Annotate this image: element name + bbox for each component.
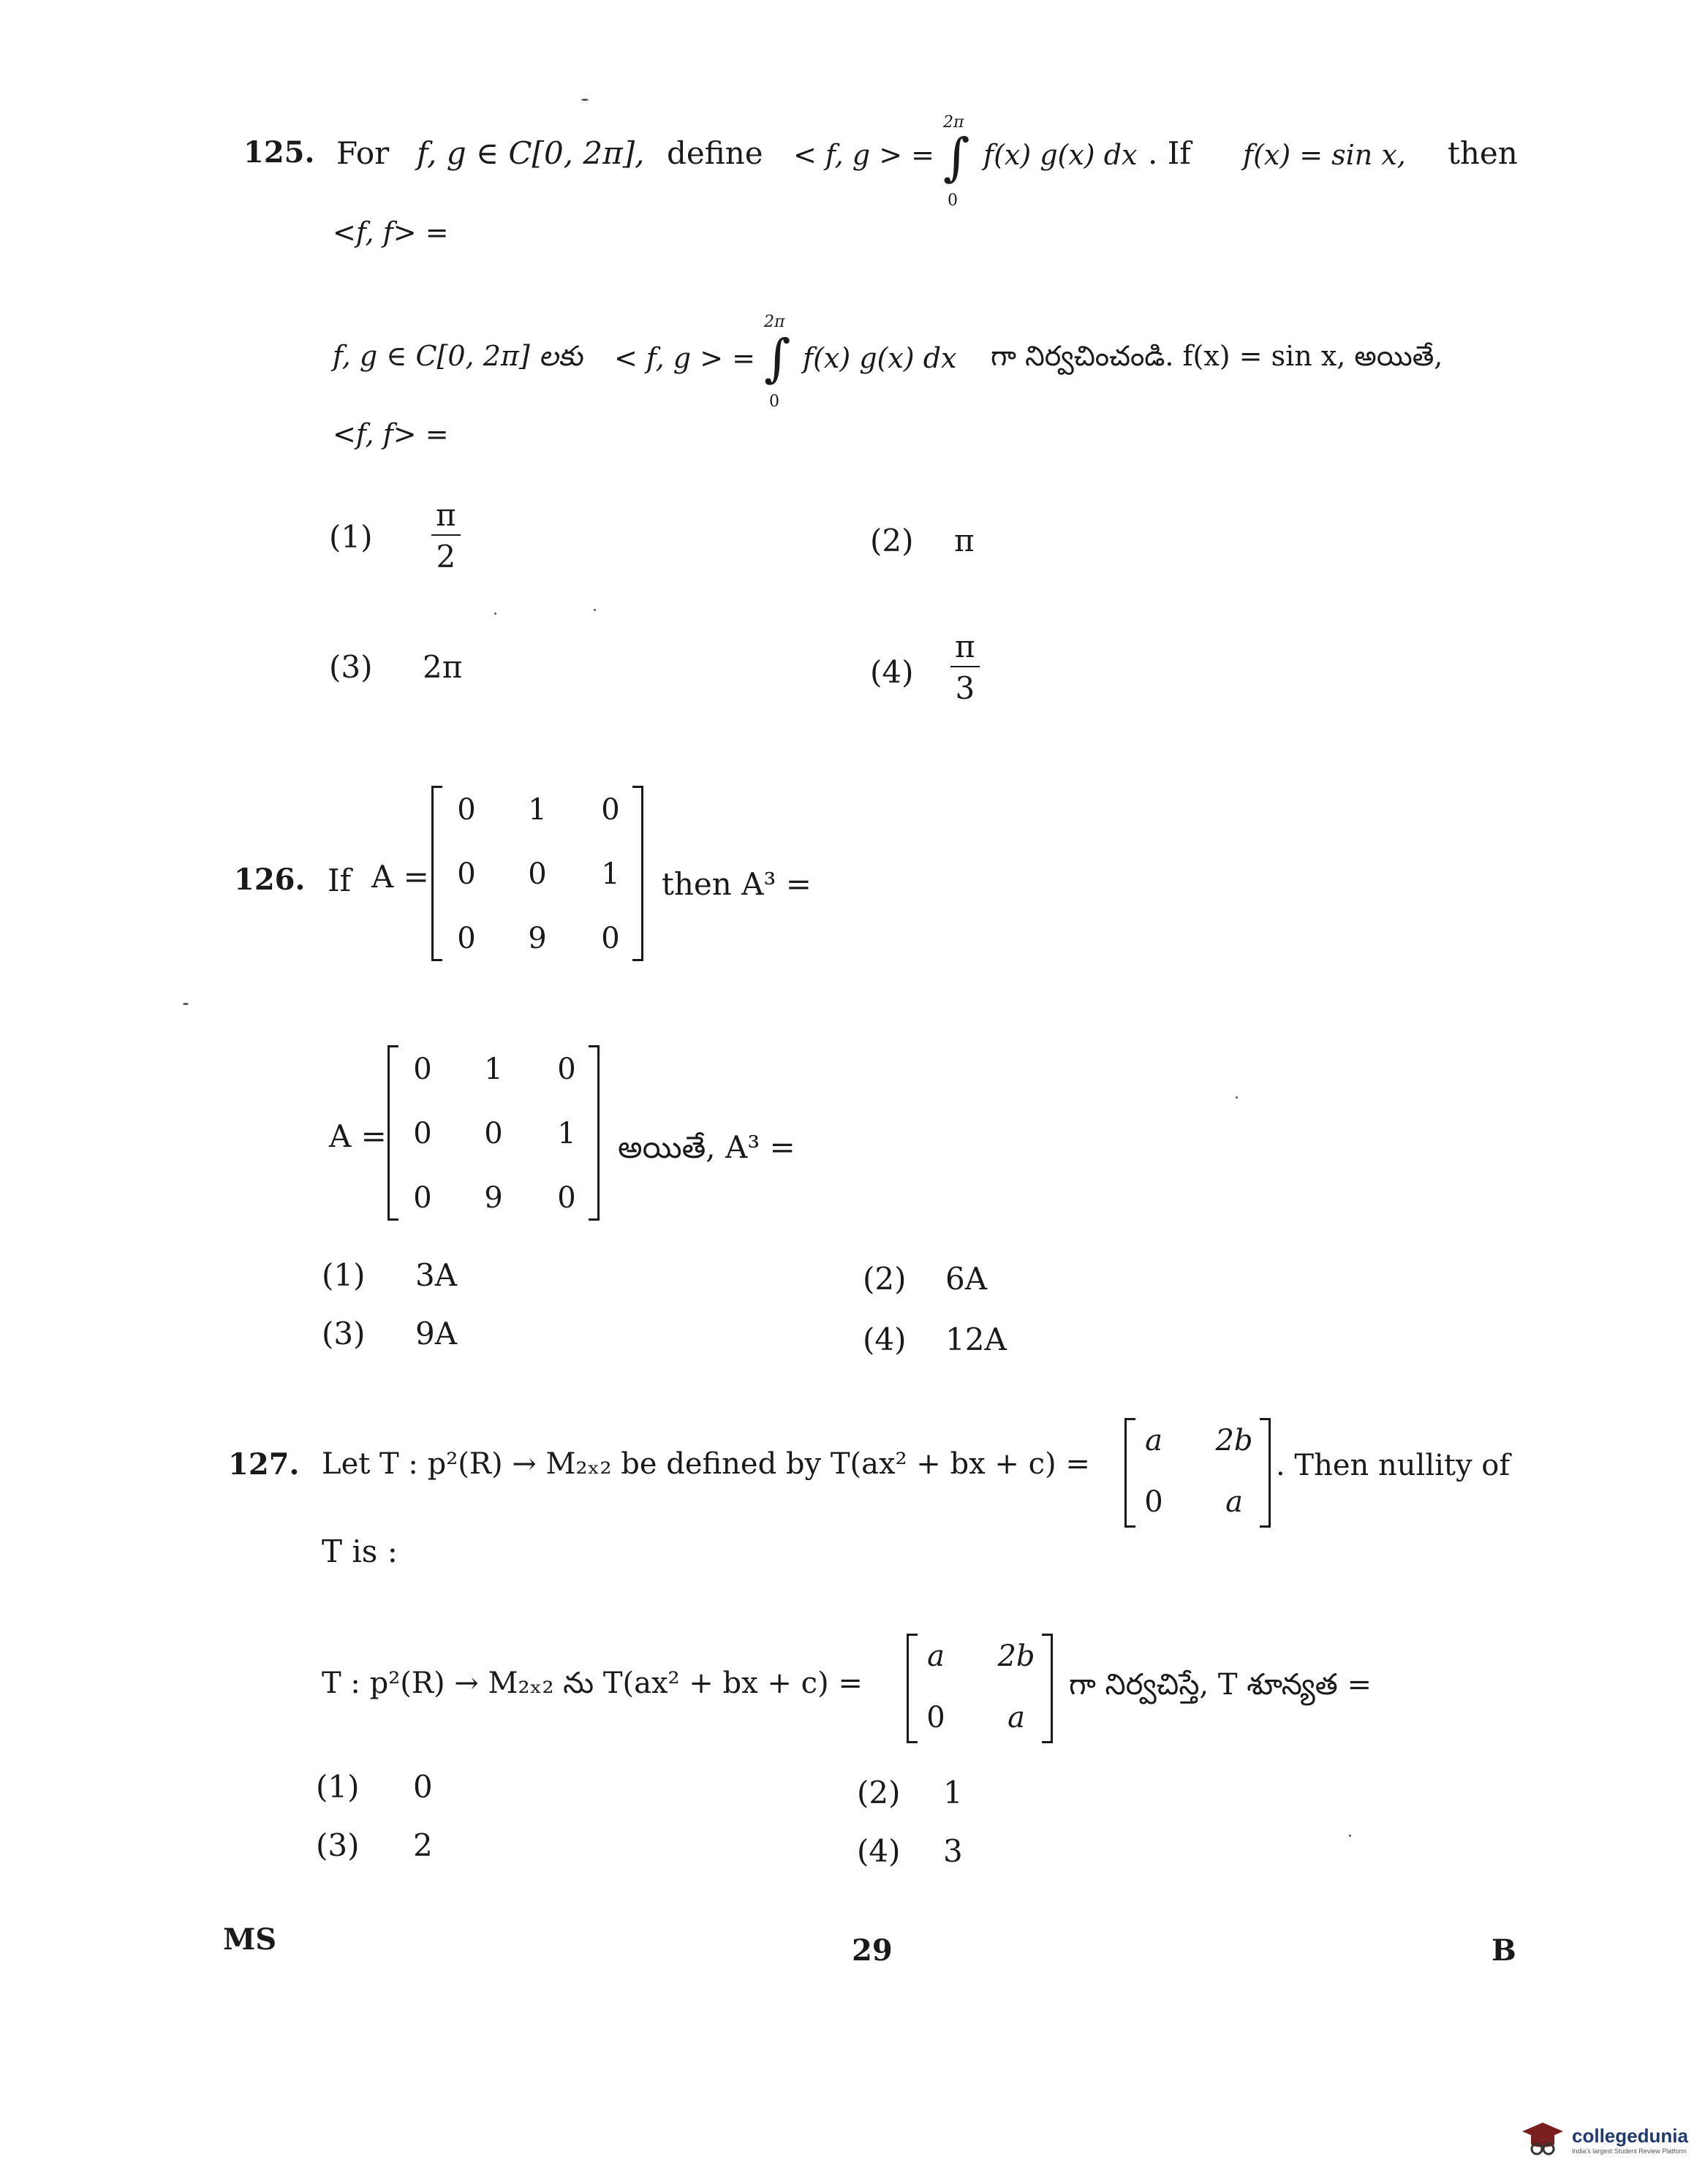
matrix-cell: 9 — [528, 922, 547, 955]
option-label: (2) — [857, 1775, 901, 1810]
scan-speck — [594, 609, 596, 611]
question-text: For — [336, 135, 390, 171]
fraction-denominator: 2 — [436, 539, 456, 575]
option-fraction — [950, 629, 980, 706]
math-expression: < f, g > = — [793, 139, 934, 171]
option-label: (1) — [322, 1257, 366, 1293]
question-number: 125. — [243, 135, 315, 170]
math-expression-te: <f, f> = — [333, 418, 449, 450]
integral-sign: ∫ — [764, 328, 791, 388]
option-fraction — [431, 497, 461, 575]
question-text: . If — [1148, 135, 1191, 171]
question-text: T is : — [322, 1533, 398, 1569]
footer-code: MS — [223, 1922, 277, 1957]
matrix-cell: 0 — [528, 857, 547, 891]
matrix-right-bracket — [632, 786, 643, 961]
option-value: 3 — [943, 1833, 963, 1869]
matrix-cell: 0 — [557, 1181, 576, 1215]
question-text: define — [667, 135, 763, 171]
question-text-te: అయితే, A³ = — [618, 1129, 795, 1165]
option-label: (4) — [870, 654, 914, 690]
matrix-T-te — [907, 1634, 1053, 1743]
integral-upper-limit: 2π — [943, 113, 964, 132]
matrix-left-bracket — [388, 1045, 398, 1221]
question-text-te: గా నిర్వచించండి. f(x) = sin x, అయితే, — [991, 340, 1443, 372]
matrix-cell: a — [1008, 1701, 1025, 1734]
option-value: 9A — [415, 1316, 458, 1351]
option-label: (3) — [329, 649, 373, 685]
matrix-A — [431, 786, 643, 961]
option-label: (3) — [316, 1827, 360, 1863]
option-value: 2 — [413, 1827, 433, 1863]
matrix-T — [1124, 1418, 1271, 1528]
scan-speck — [1236, 1096, 1238, 1099]
option-label: (1) — [316, 1769, 360, 1805]
question-text: Let T : p²(R) → M₂ₓ₂ be defined by T(ax² + bx + c) = — [322, 1447, 1090, 1481]
math-expression: <f, f> = — [333, 216, 449, 249]
scan-speck — [581, 99, 589, 101]
fraction-denominator: 3 — [955, 670, 975, 706]
page-number: 29 — [852, 1933, 893, 1968]
matrix-cell: 1 — [557, 1117, 576, 1150]
integral-upper-limit: 2π — [764, 313, 785, 331]
option-value: π — [954, 523, 975, 558]
matrix-cell: 0 — [601, 922, 620, 955]
booklet-series: B — [1492, 1933, 1516, 1968]
matrix-right-bracket — [1260, 1418, 1271, 1528]
option-label: (4) — [863, 1322, 907, 1357]
option-value: 6A — [945, 1261, 988, 1297]
matrix-cell: 0 — [1144, 1485, 1163, 1519]
math-expression: f(x) = sin x, — [1243, 139, 1406, 171]
option-label: (2) — [870, 523, 914, 558]
matrix-right-bracket — [589, 1045, 600, 1221]
option-value: 3A — [415, 1257, 458, 1293]
math-expression: f(x) g(x) dx — [983, 139, 1138, 171]
matrix-cell: 0 — [413, 1117, 432, 1150]
question-number: 126. — [234, 862, 306, 897]
matrix-right-bracket — [1042, 1634, 1053, 1743]
matrix-cell: 1 — [601, 857, 620, 891]
scan-speck — [1349, 1835, 1351, 1837]
matrix-cell: 0 — [457, 922, 476, 955]
question-text: If — [328, 862, 352, 898]
matrix-A-te — [388, 1045, 600, 1221]
math-expression-te: < f, g > = — [614, 342, 755, 374]
option-value: 12A — [945, 1322, 1007, 1357]
question-number: 127. — [228, 1447, 300, 1482]
option-label: (3) — [322, 1316, 366, 1351]
matrix-cell: a — [927, 1639, 945, 1673]
fraction-numerator: π — [431, 497, 461, 536]
question-text-te: T : p²(R) → M₂ₓ₂ ను T(ax² + bx + c) = — [322, 1667, 863, 1700]
matrix-cell: 0 — [601, 793, 620, 827]
scan-speck — [494, 613, 496, 615]
matrix-cell: 2b — [997, 1639, 1035, 1673]
question-text: then A³ = — [662, 866, 812, 902]
graduation-cap-icon — [1521, 2120, 1565, 2159]
collegedunia-logo — [1521, 2120, 1688, 2159]
matrix-cell: 0 — [484, 1117, 503, 1150]
matrix-cell: a — [1145, 1424, 1162, 1457]
scan-speck — [183, 1003, 189, 1005]
math-expression-te: f, g ∈ C[0, 2π] లకు — [333, 340, 583, 372]
integral-sign: ∫ — [943, 127, 970, 187]
question-text: . Then nullity of — [1276, 1449, 1511, 1482]
matrix-cell: a — [1225, 1485, 1243, 1519]
option-value: 1 — [943, 1775, 963, 1810]
matrix-cell: 9 — [484, 1181, 503, 1215]
logo-name: collegedunia — [1572, 2124, 1688, 2147]
matrix-cell: 0 — [413, 1181, 432, 1215]
matrix-cell: 0 — [457, 857, 476, 891]
matrix-cell: 0 — [457, 793, 476, 827]
integral-lower-limit: 0 — [948, 192, 958, 210]
option-value: 2π — [423, 649, 463, 685]
matrix-left-bracket — [431, 786, 442, 961]
matrix-cell: 2b — [1215, 1424, 1253, 1457]
question-text: then — [1448, 135, 1518, 171]
matrix-cell: 0 — [557, 1053, 576, 1086]
math-expression: f, g ∈ C[0, 2π], — [417, 135, 645, 171]
fraction-numerator: π — [950, 629, 980, 667]
matrix-cell: 0 — [926, 1701, 945, 1734]
integral-lower-limit: 0 — [769, 393, 779, 411]
option-label: (1) — [329, 519, 373, 555]
question-text-te: గా నిర్వచిస్తే, T శూన్యత = — [1069, 1668, 1372, 1702]
matrix-cell: 1 — [484, 1053, 503, 1086]
matrix-cell: 1 — [528, 793, 547, 827]
option-value: 0 — [413, 1769, 433, 1805]
option-label: (2) — [863, 1261, 907, 1297]
matrix-cell: 0 — [413, 1053, 432, 1086]
math-expression-te: A = — [329, 1118, 387, 1154]
option-label: (4) — [857, 1833, 901, 1869]
math-expression-te: f(x) g(x) dx — [803, 342, 957, 374]
logo-tagline: India's largest Student Review Platform — [1572, 2147, 1687, 2155]
math-expression: A = — [371, 859, 429, 895]
